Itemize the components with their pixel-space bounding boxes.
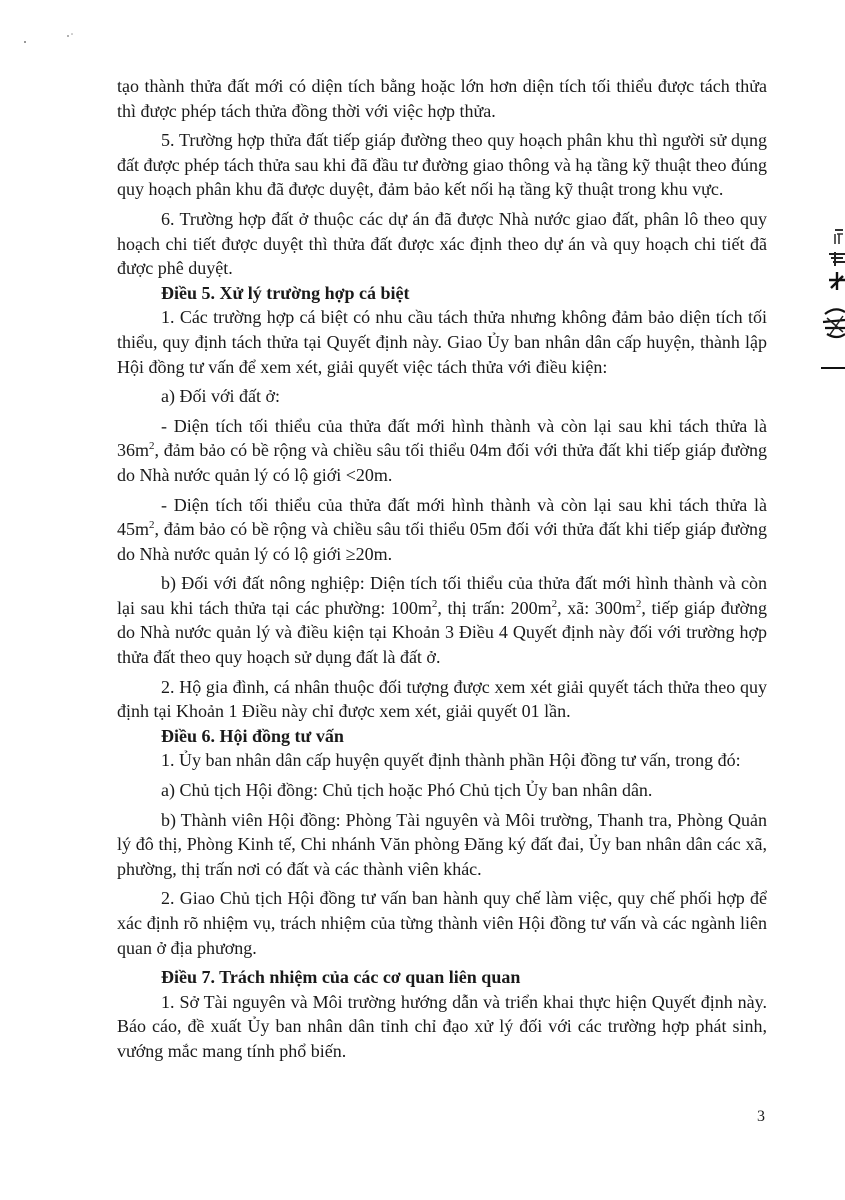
paragraph: 1. Các trường hợp cá biệt có nhu cầu tách thửa nhưng không đảm bảo diện tích tối thiểu, quy định tách thửa tại Quyết định này. Giao Ủy ban nhân dân cấp huyện, thành lập Hội đồng tư vấn để xem xét, giải quyết việc tách thửa với điều kiện: (117, 307, 767, 377)
article-heading: Điều 7. Trách nhiệm của các cơ quan liên quan (161, 967, 521, 988)
scan-specks (20, 30, 80, 50)
paragraph: - Diện tích tối thiểu của thửa đất mới hình thành và còn lại sau khi tách thửa là $36m^2$, đảm bảo có bề rộng và chiều sâu tối thiểu 04m đối với thửa đất khi tiếp giáp đường do Nhà nước quản lý có lộ giới <20m. (117, 415, 767, 485)
paragraph: 2. Hộ gia đình, cá nhân thuộc đối tượng được xem xét giải quyết tách thửa theo quy định tại Khoản 1 Điều này chỉ được xem xét, giải quyết 01 lần. (117, 676, 767, 722)
seal-stamp-edge (815, 228, 845, 380)
paragraph: - Diện tích tối thiểu của thửa đất mới hình thành và còn lại sau khi tách thửa là $45m^2$, đảm bảo có bề rộng và chiều sâu tối thiểu 05m đối với thửa đất khi tiếp giáp đường do Nhà nước quản lý có lộ giới ≥20m. (117, 494, 767, 564)
paragraph: b) Thành viên Hội đồng: Phòng Tài nguyên và Môi trường, Thanh tra, Phòng Quản lý đô thị, Phòng Kinh tế, Chi nhánh Văn phòng Đăng ký đất đai, Ủy ban nhân dân các xã, phường, thị trấn nơi có đất và các thành viên khác. (117, 809, 767, 879)
paragraph: 1. Sở Tài nguyên và Môi trường hướng dẫn và triển khai thực hiện Quyết định này. Báo cáo, đề xuất Ủy ban nhân dân tỉnh chỉ đạo xử lý đối với các trường hợp phát sinh, vướng mắc mang tính phổ biến. (117, 991, 767, 1061)
paragraph: a) Chủ tịch Hội đồng: Chủ tịch hoặc Phó Chủ tịch Ủy ban nhân dân. (161, 780, 653, 801)
paragraph: 2. Giao Chủ tịch Hội đồng tư vấn ban hành quy chế làm việc, quy chế phối hợp để xác định rõ nhiệm vụ, trách nhiệm của từng thành viên Hội đồng tư vấn và các ngành liên quan ở địa phương. (117, 888, 767, 958)
document-body (117, 74, 767, 1064)
paragraph: 5. Trường hợp thửa đất tiếp giáp đường theo quy hoạch phân khu thì người sử dụng đất được phép tách thửa sau khi đã đầu tư đường giao thông và hạ tầng kỹ thuật theo đúng quy hoạch phân khu đã được duyệt, đảm bảo kết nối hạ tầng kỹ thuật trong khu vực. (117, 130, 767, 200)
paragraph: tạo thành thửa đất mới có diện tích bằng hoặc lớn hơn diện tích tối thiểu được tách thửa thì được phép tách thửa đồng thời với việc hợp thửa. (117, 76, 767, 121)
paragraph: a) Đối với đất ở: (161, 386, 281, 407)
paragraph: 6. Trường hợp đất ở thuộc các dự án đã được Nhà nước giao đất, phân lô theo quy hoạch chi tiết được duyệt thì thửa đất được xác định theo dự án và quy hoạch chi tiết đã được phê duyệt. (117, 208, 767, 279)
page-number: 3 (757, 1108, 765, 1125)
article-heading: Điều 5. Xử lý trường hợp cá biệt (161, 282, 410, 303)
paragraph: 1. Ủy ban nhân dân cấp huyện quyết định thành phần Hội đồng tư vấn, trong đó: (161, 750, 741, 771)
article-heading: Điều 6. Hội đồng tư vấn (161, 725, 344, 746)
paragraph: b) Đối với đất nông nghiệp: Diện tích tối thiểu của thửa đất mới hình thành và còn lại sau khi tách thửa tại các phường: $100m^2$, thị trấn: $200m^2$, xã: $300m^2$, tiếp giáp đường do Nhà nước quản lý và điều kiện tại Khoản 3 Điều 4 Quyết định này đối với trường hợp thửa đất theo quy hoạch sử dụng đất là đất ở. (117, 573, 767, 668)
